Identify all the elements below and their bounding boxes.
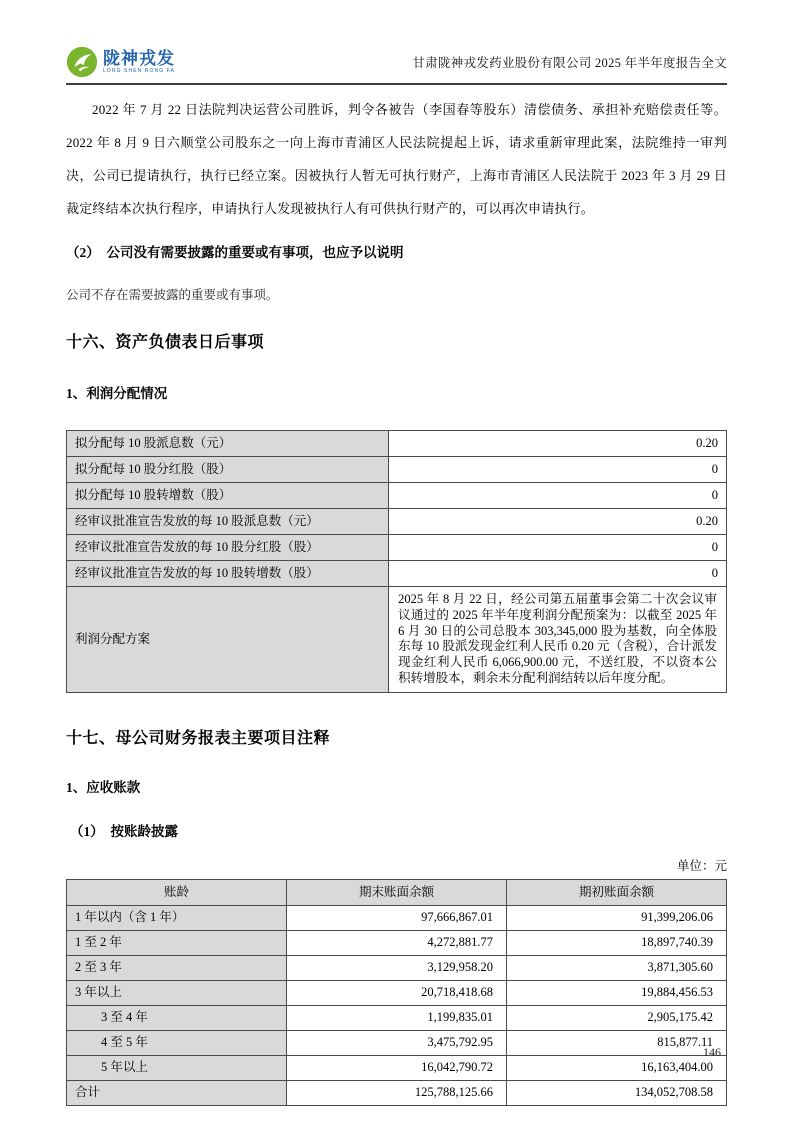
heading-section16: 十六、资产负债表日后事项 (66, 334, 265, 351)
table-row (67, 930, 727, 955)
row-label-cell: 经审议批准宣告发放的每 10 股分红股（股） (67, 535, 389, 561)
heading-aging-disclosure: （1） 按账龄披露 (70, 823, 178, 839)
row-label-cell: 3 年以上 (67, 980, 287, 1005)
row-label-cell: 利润分配方案 (67, 587, 389, 693)
row-value-cell: 97,666,867.01 (287, 905, 507, 930)
aging-table-body (67, 905, 727, 1105)
heading-section17: 十七、母公司财务报表主要项目注释 (66, 729, 331, 747)
row-value-cell: 0.20 (389, 431, 727, 457)
brand-name-cn: 陇神戎发 (103, 49, 175, 68)
page-header (66, 0, 727, 85)
table-row (67, 1080, 727, 1105)
row-label-cell: 4 至 5 年 (67, 1030, 287, 1055)
table-row (67, 457, 727, 483)
document-title: 甘肃陇神戎发药业股份有限公司 2025 年半年度报告全文 (412, 56, 727, 70)
row-label-cell: 拟分配每 10 股分红股（股） (67, 457, 389, 483)
table-row (67, 561, 727, 587)
row-value-cell: 18,897,740.39 (507, 930, 727, 955)
dividend-table (66, 430, 727, 693)
aging-table (66, 879, 727, 1106)
row-value-cell: 2,905,175.42 (507, 1005, 727, 1030)
row-value-cell: 125,788,125.66 (287, 1080, 507, 1105)
table-row (67, 905, 727, 930)
row-label-cell: 经审议批准宣告发放的每 10 股转增数（股） (67, 561, 389, 587)
row-value-cell: 4,272,881.77 (287, 930, 507, 955)
row-label-cell: 3 至 4 年 (67, 1005, 287, 1030)
company-logo (66, 46, 175, 78)
table-row (67, 1005, 727, 1030)
litigation-paragraph: 2022 年 7 月 22 日法院判决运营公司胜诉，判令各被告（李国春等股东）清偿债务、承担补充赔偿责任等。2022 年 8 月 9 日六顺堂公司股东之一向上海市青浦区人民法院提起上诉，请求重新审理此案，法院维持一审判决，公司已提请执行，执行已经立案。因被执行人暂无可执行财产，上海市青浦区人民法院于 2023 年 3 月 29 日裁定终结本次执行程序，申请执行人发现被执行人有可供执行财产的，可以再次申请执行。 (66, 102, 727, 216)
row-value-cell: 1,199,835.01 (287, 1005, 507, 1030)
row-label-cell: 1 年以内（含 1 年） (67, 905, 287, 930)
row-label-cell: 拟分配每 10 股派息数（元） (67, 431, 389, 457)
row-label-cell: 拟分配每 10 股转增数（股） (67, 483, 389, 509)
row-value-cell: 16,163,404.00 (507, 1055, 727, 1080)
table-row (67, 483, 727, 509)
table-row (67, 431, 727, 457)
row-value-cell: 3,871,305.60 (507, 955, 727, 980)
row-value-cell: 0 (389, 457, 727, 483)
aging-table-header (67, 879, 727, 905)
row-value-cell: 2025 年 8 月 22 日，经公司第五届董事会第二十次会议审议通过的 2025 年半年度利润分配预案为：以截至 2025 年 6 月 30 日的公司总股本 303,345,000 股为基数，向全体股东每 10 股派发现金红利人民币 0.20 元（含税），合计派发现金红利人民币 6,066,900.00 元，不送红股，不以资本公积转增股本，剩余未分配利润结转以后年度分配。 (389, 587, 727, 693)
table-header-row (67, 879, 727, 905)
table-row (67, 535, 727, 561)
page-number: 146 (703, 1045, 721, 1059)
table-row (67, 587, 727, 693)
row-value-cell: 0 (389, 535, 727, 561)
row-value-cell: 134,052,708.58 (507, 1080, 727, 1105)
row-value-cell: 20,718,418.68 (287, 980, 507, 1005)
row-value-cell: 19,884,456.53 (507, 980, 727, 1005)
row-value-cell: 3,129,958.20 (287, 955, 507, 980)
row-label-cell: 经审议批准宣告发放的每 10 股派息数（元） (67, 509, 389, 535)
column-header-aging: 账龄 (67, 879, 287, 905)
row-label-cell: 合计 (67, 1080, 287, 1105)
dividend-table-body (67, 431, 727, 693)
row-value-cell: 0 (389, 483, 727, 509)
disclosure-note: 公司不存在需要披露的重要或有事项。 (66, 288, 279, 302)
table-row (67, 1030, 727, 1055)
row-value-cell: 0.20 (389, 509, 727, 535)
table-row (67, 1055, 727, 1080)
heading-accounts-receivable: 1、应收账款 (66, 779, 141, 795)
table-row (67, 980, 727, 1005)
row-label-cell: 2 至 3 年 (67, 955, 287, 980)
unit-label: 单位：元 (676, 858, 727, 873)
heading-profit-distribution: 1、利润分配情况 (66, 386, 168, 401)
row-label-cell: 5 年以上 (67, 1055, 287, 1080)
bird-logo-icon (66, 46, 98, 78)
heading-disclosure: （2） 公司没有需要披露的重要或有事项，也应予以说明 (66, 245, 404, 260)
brand-text (103, 50, 175, 74)
brand-name-en: LONG SHEN RONG FA (103, 68, 176, 74)
row-value-cell: 3,475,792.95 (287, 1030, 507, 1055)
row-value-cell: 16,042,790.72 (287, 1055, 507, 1080)
table-row (67, 955, 727, 980)
column-header-ending-balance: 期末账面余额 (287, 879, 507, 905)
row-value-cell: 0 (389, 561, 727, 587)
table-row (67, 509, 727, 535)
row-value-cell: 91,399,206.06 (507, 905, 727, 930)
row-label-cell: 1 至 2 年 (67, 930, 287, 955)
column-header-beginning-balance: 期初账面余额 (507, 879, 727, 905)
row-value-cell: 815,877.11 (507, 1030, 727, 1055)
